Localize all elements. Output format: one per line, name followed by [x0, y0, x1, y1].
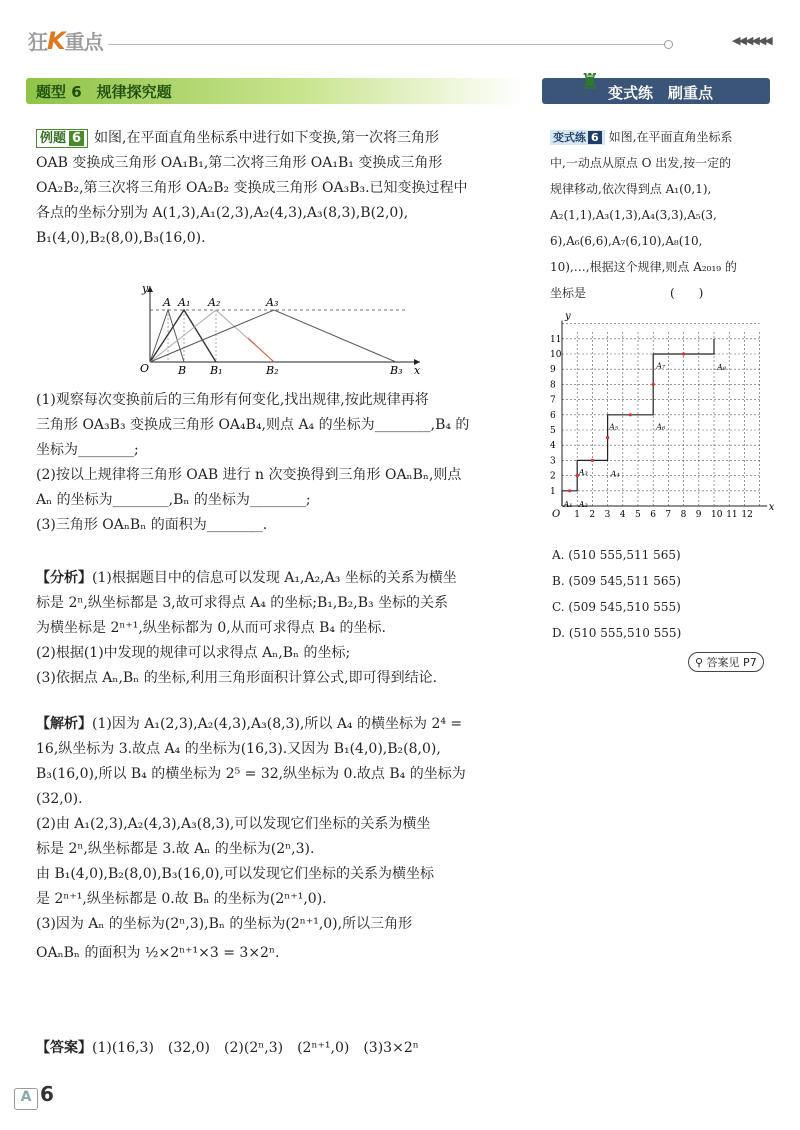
answer-reference: ⚲ 答案见 P7: [688, 652, 764, 672]
example-figure: [138, 282, 428, 377]
x-tick-label: 11: [726, 510, 738, 520]
svg-text:x: x: [414, 364, 421, 377]
example-badge: 例题 6: [36, 129, 88, 148]
x-tick-label: 5: [635, 510, 641, 520]
svg-text:B₃: B₃: [390, 364, 403, 377]
y-tick-label: 11: [550, 334, 562, 345]
page-number: A 6: [14, 1082, 54, 1110]
option-d[interactable]: D. (510 555,510 555): [552, 626, 682, 640]
y-tick-label: 5: [550, 426, 556, 436]
svg-text:y: y: [142, 282, 149, 295]
student-icon: ♜: [580, 70, 600, 95]
x-tick-label: 2: [589, 510, 596, 520]
path-marker: [591, 459, 594, 462]
y-tick-label: 1: [550, 486, 556, 497]
variant-grid: [548, 311, 775, 520]
path-marker: [629, 413, 632, 416]
svg-text:A: A: [163, 296, 171, 309]
practice-banner: ♜ 变式练 刷重点: [542, 78, 770, 104]
point-label: A₆: [656, 422, 666, 432]
svg-text:B₁: B₁: [210, 364, 223, 377]
svg-text:B₂: B₂: [266, 364, 279, 377]
origin-label: O: [552, 509, 561, 520]
path-marker: [606, 436, 609, 439]
y-tick-label: 10: [550, 350, 562, 360]
point-label: A₇: [656, 361, 666, 371]
y-axis-label: y: [565, 311, 571, 323]
y-tick-label: 6: [550, 410, 556, 421]
x-tick-label: 12: [741, 510, 753, 520]
x-tick-label: 1: [574, 510, 580, 520]
svg-text:A₃: A₃: [266, 296, 279, 309]
x-axis-label: x: [768, 502, 775, 513]
x-tick-label: 7: [665, 510, 672, 520]
x-tick-label: 10: [711, 510, 723, 520]
brand-logo: 狂K重点: [28, 27, 103, 55]
page-logo-icon: A: [14, 1088, 38, 1110]
point-label: A₁: [563, 499, 573, 509]
variant-problem: 变式练 6 如图,在平面直角坐标系 中,一动点从原点 O 出发,按一定的 规律移动,依次得到点 A₁(0,1), A₂(1,1),A₃(1,3),A₄(3,3),A₅(3, 6),A₆(6,6),A₇(6,10),A₈(10, 10),…,根据这个规律,则点 A₂₀₁₉ 的 坐标是 ( ): [550, 130, 737, 300]
option-a[interactable]: A. (510 555,511 565): [552, 548, 681, 562]
option-c[interactable]: C. (509 545,510 555): [552, 600, 681, 614]
path-marker: [568, 489, 571, 492]
path-marker: [652, 383, 655, 386]
y-tick-label: 7: [550, 395, 556, 406]
y-tick-label: 2: [550, 471, 556, 482]
point-label: A₄: [610, 469, 620, 479]
x-tick-label: 3: [604, 510, 611, 520]
header-rule: [108, 44, 668, 45]
point-label: A₃: [578, 467, 588, 477]
example-analysis: 【分析】(1)根据题目中的信息可以发现 A₁,A₂,A₃ 坐标的关系为横坐 标是 2ⁿ,纵坐标都是 3,故可求得点 A₄ 的坐标;B₁,B₂,B₃ 坐标的关系 为横坐标是 2ⁿ⁺¹,纵坐标都为 0,从而可求得点 B₄ 的坐标. (2)根据(1)中发现的规律可以求得点 Aₙ,Bₙ 的坐标; (3)依据点 Aₙ,Bₙ 的坐标,利用三角形面积计算公式,即可得到结论.: [36, 570, 457, 686]
svg-text:O: O: [140, 362, 150, 375]
point-label: A₅: [609, 422, 619, 432]
x-tick-label: 8: [680, 510, 687, 520]
path-marker: [682, 352, 685, 355]
header-arrows-icon: ◀◀◀◀◀◀: [732, 34, 771, 47]
y-tick-label: 4: [550, 441, 556, 452]
y-tick-label: 9: [550, 365, 556, 376]
x-tick-label: 9: [695, 510, 702, 520]
example-questions: (1)观察每次变换前后的三角形有何变化,找出规律,按此规律再将 三角形 OA₃B₃ 变换成三角形 OA₄B₄,则点 A₄ 的坐标为________,B₄ 的 坐标为________; (2)按以上规律将三角形 OAB 进行 n 次变换得到三角形 OAₙBₙ,则点 Aₙ 的坐标为________,Bₙ 的坐标为________; (3)三角形 OAₙBₙ 的面积为________.: [36, 392, 470, 533]
x-tick-label: 6: [650, 510, 656, 520]
option-b[interactable]: B. (509 545,511 565): [552, 574, 681, 588]
point-label: A₈: [717, 363, 727, 373]
example-answer: 【答案】(1)(16,3) (32,0) (2)(2ⁿ,3) (2ⁿ⁺¹,0) (3)3×2ⁿ: [36, 1040, 419, 1056]
point-label: A₂: [578, 499, 588, 509]
variant-badge: 变式练 6: [550, 130, 605, 145]
header-dot: [664, 40, 673, 49]
section-banner: 题型 6 规律探究题: [26, 78, 524, 104]
example-solution: 【解析】(1)因为 A₁(2,3),A₂(4,3),A₃(8,3),所以 A₄ 的横坐标为 2⁴ = 16,纵坐标为 3.故点 A₄ 的坐标为(16,3).又因为 B₁(4,0),B₂(8,0), B₃(16,0),所以 B₄ 的横坐标为 2⁵ = 32,纵坐标为 0.故点 B₄ 的坐标为 (32,0). (2)由 A₁(2,3),A₂(4,3),A₃(8,3),可以发现它们坐标的关系为横坐 标是 2ⁿ,纵坐标都是 3.故 Aₙ 的坐标为(2ⁿ,3). 由 B₁(4,0),B₂(8,0),B₃(16,0),可以发现它们坐标的关系为横坐标 是 2ⁿ⁺¹,纵坐标都是 0.故 Bₙ 的坐标为(2ⁿ⁺¹,0). (3)因为 Aₙ 的坐标为(2ⁿ,3),Bₙ 的坐标为(2ⁿ⁺¹,0),所以三角形 OAₙBₙ 的面积为 ½×2ⁿ⁺¹×3 = 3×2ⁿ.: [36, 716, 466, 961]
x-tick-label: 4: [619, 510, 626, 520]
svg-text:B: B: [178, 364, 187, 377]
key-icon: ⚲: [695, 656, 704, 669]
example-problem: 例题 6 如图,在平面直角坐标系中进行如下变换,第一次将三角形 OAB 变换成三角形 OA₁B₁,第二次将三角形 OA₁B₁ 变换成三角形 OA₂B₂,第三次将三角形 OA₂B₂ 变换成三角形 OA₃B₃.已知变换过程中 各点的坐标分别为 A(1,3),A₁(2,3),A₂(4,3),A₃(8,3),B(2,0), B₁(4,0),B₂(8,0),B₃(16,0).: [36, 130, 468, 246]
svg-text:A₂: A₂: [208, 296, 221, 309]
y-tick-label: 8: [550, 380, 556, 391]
y-tick-label: 3: [550, 456, 556, 467]
svg-text:A₁: A₁: [178, 296, 191, 309]
